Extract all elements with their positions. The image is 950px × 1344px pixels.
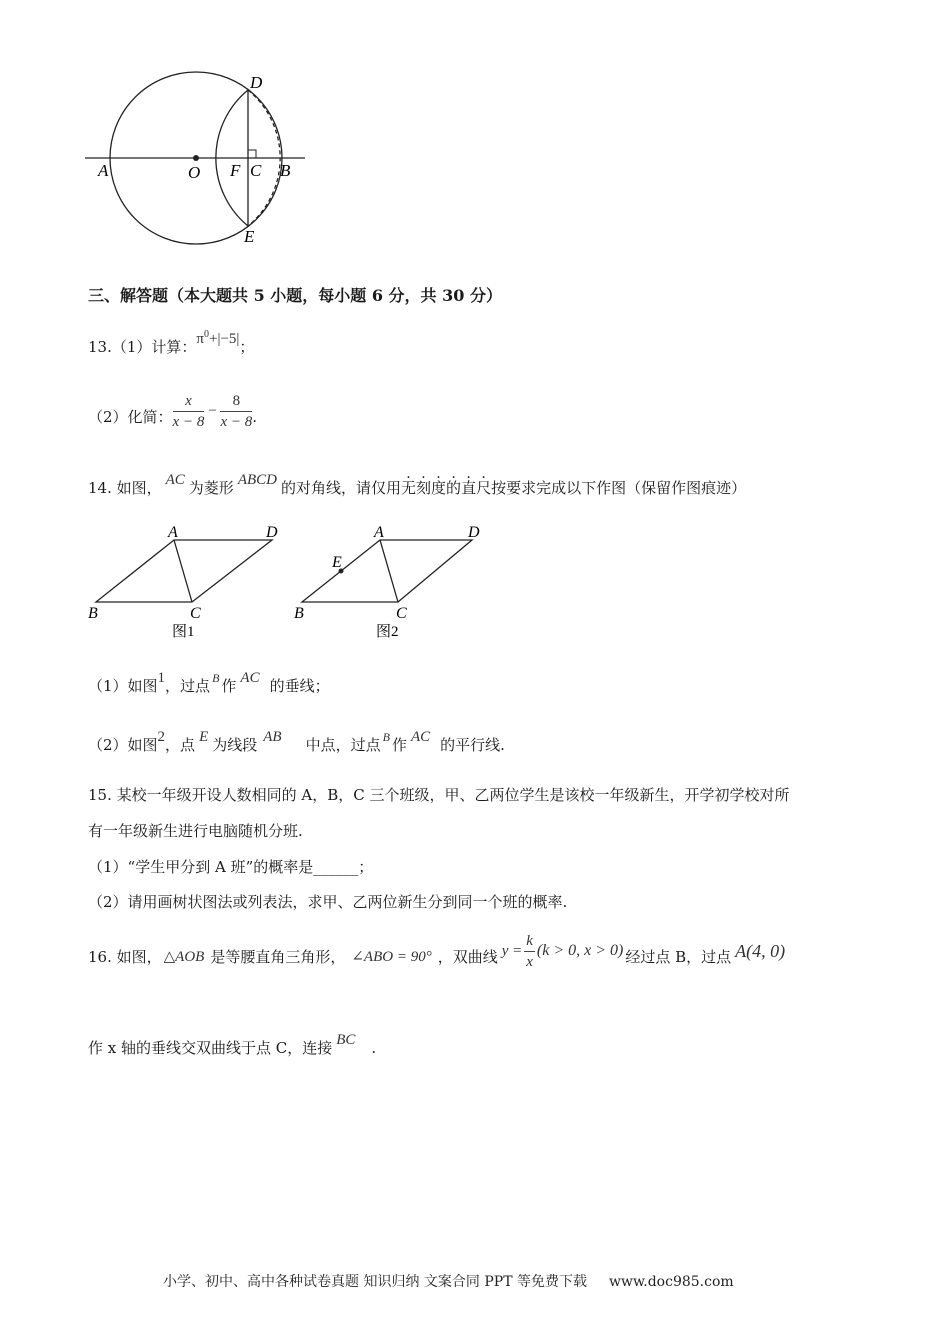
- svg-text:B: B: [88, 605, 98, 622]
- svg-text:A: A: [374, 524, 384, 541]
- q13-part2: （2）化简： $\frac{x}{x - 8}$ − $\frac{8}{x - 8}$ .: [88, 392, 258, 430]
- circle-figure: [80, 70, 320, 250]
- q15-line1: 15. 某校一年级开设人数相同的 A，B，C 三个班级，甲、乙两位学生是该校一年级新生，开学初学校对所: [88, 786, 790, 804]
- svg-text:C: C: [190, 605, 201, 622]
- q14-part2: （2）如图2，点 E 为线段 AB 中点，过点 $^B$ 作 AC 的平行线.: [88, 729, 505, 754]
- footer-text: 小学、初中、高中各种试卷真题 知识归纳 文案合同 PPT 等免费下载: [163, 1274, 587, 1290]
- section-heading: 三、解答题（本大题共 5 小题，每小题 6 分，共 30 分）: [88, 286, 502, 305]
- fraction-2: $\frac{8}{x - 8}$: [220, 392, 253, 430]
- footer-link[interactable]: www.doc985.com: [608, 1274, 734, 1290]
- q13-number: 13.: [88, 338, 112, 356]
- fraction-k-x: $\frac{k}{x}$: [526, 932, 533, 970]
- label-e: E: [244, 227, 255, 246]
- page-footer: [163, 1271, 734, 1291]
- q13-part1: 13.（1）计算：$\pi^0+|-5|$；: [88, 329, 255, 356]
- fig2-caption: 图2: [376, 624, 399, 640]
- svg-text:D: D: [468, 524, 480, 541]
- q14-stem: 14. 如图， AC 为菱形 ABCD 的对角线，请仅用无刻度的直尺按要求完成以下作图（保留作图痕迹）: [88, 472, 747, 497]
- fraction-1: $\frac{x}{x - 8}$: [172, 392, 205, 430]
- label-o: O: [188, 163, 201, 182]
- svg-text:C: C: [396, 605, 407, 622]
- fig1-caption: 图1: [172, 624, 195, 640]
- svg-text:A: A: [168, 524, 178, 541]
- q16-line1: 16. 如图， △AOB 是等腰直角三角形， ∠ABO = 90° ，双曲线 y = $\frac{k}{x}$ (k > 0, x > 0) 经过点 B，过点 A(4, 0): [88, 932, 786, 970]
- q14-part1: （1）如图1，过点 $^B$ 作 AC 的垂线；: [88, 670, 330, 695]
- svg-text:B: B: [294, 605, 304, 622]
- label-d: D: [250, 73, 263, 92]
- svg-text:D: D: [266, 524, 278, 541]
- rhombus-figures: [80, 520, 500, 645]
- label-b: B: [280, 161, 291, 180]
- q15-part2: （2）请用画树状图法或列表法，求甲、乙两位新生分到同一个班的概率.: [88, 893, 568, 911]
- label-a: A: [98, 161, 109, 180]
- q16-line2: 作 x 轴的垂线交双曲线于点 C，连接 BC .: [88, 1032, 377, 1057]
- label-c: C: [250, 161, 262, 180]
- q15-line2: 有一年级新生进行电脑随机分班.: [88, 822, 303, 840]
- label-f: F: [230, 161, 241, 180]
- q15-part1: （1）“学生甲分到 A 班”的概率是______；: [88, 858, 374, 876]
- svg-text:E: E: [332, 554, 342, 571]
